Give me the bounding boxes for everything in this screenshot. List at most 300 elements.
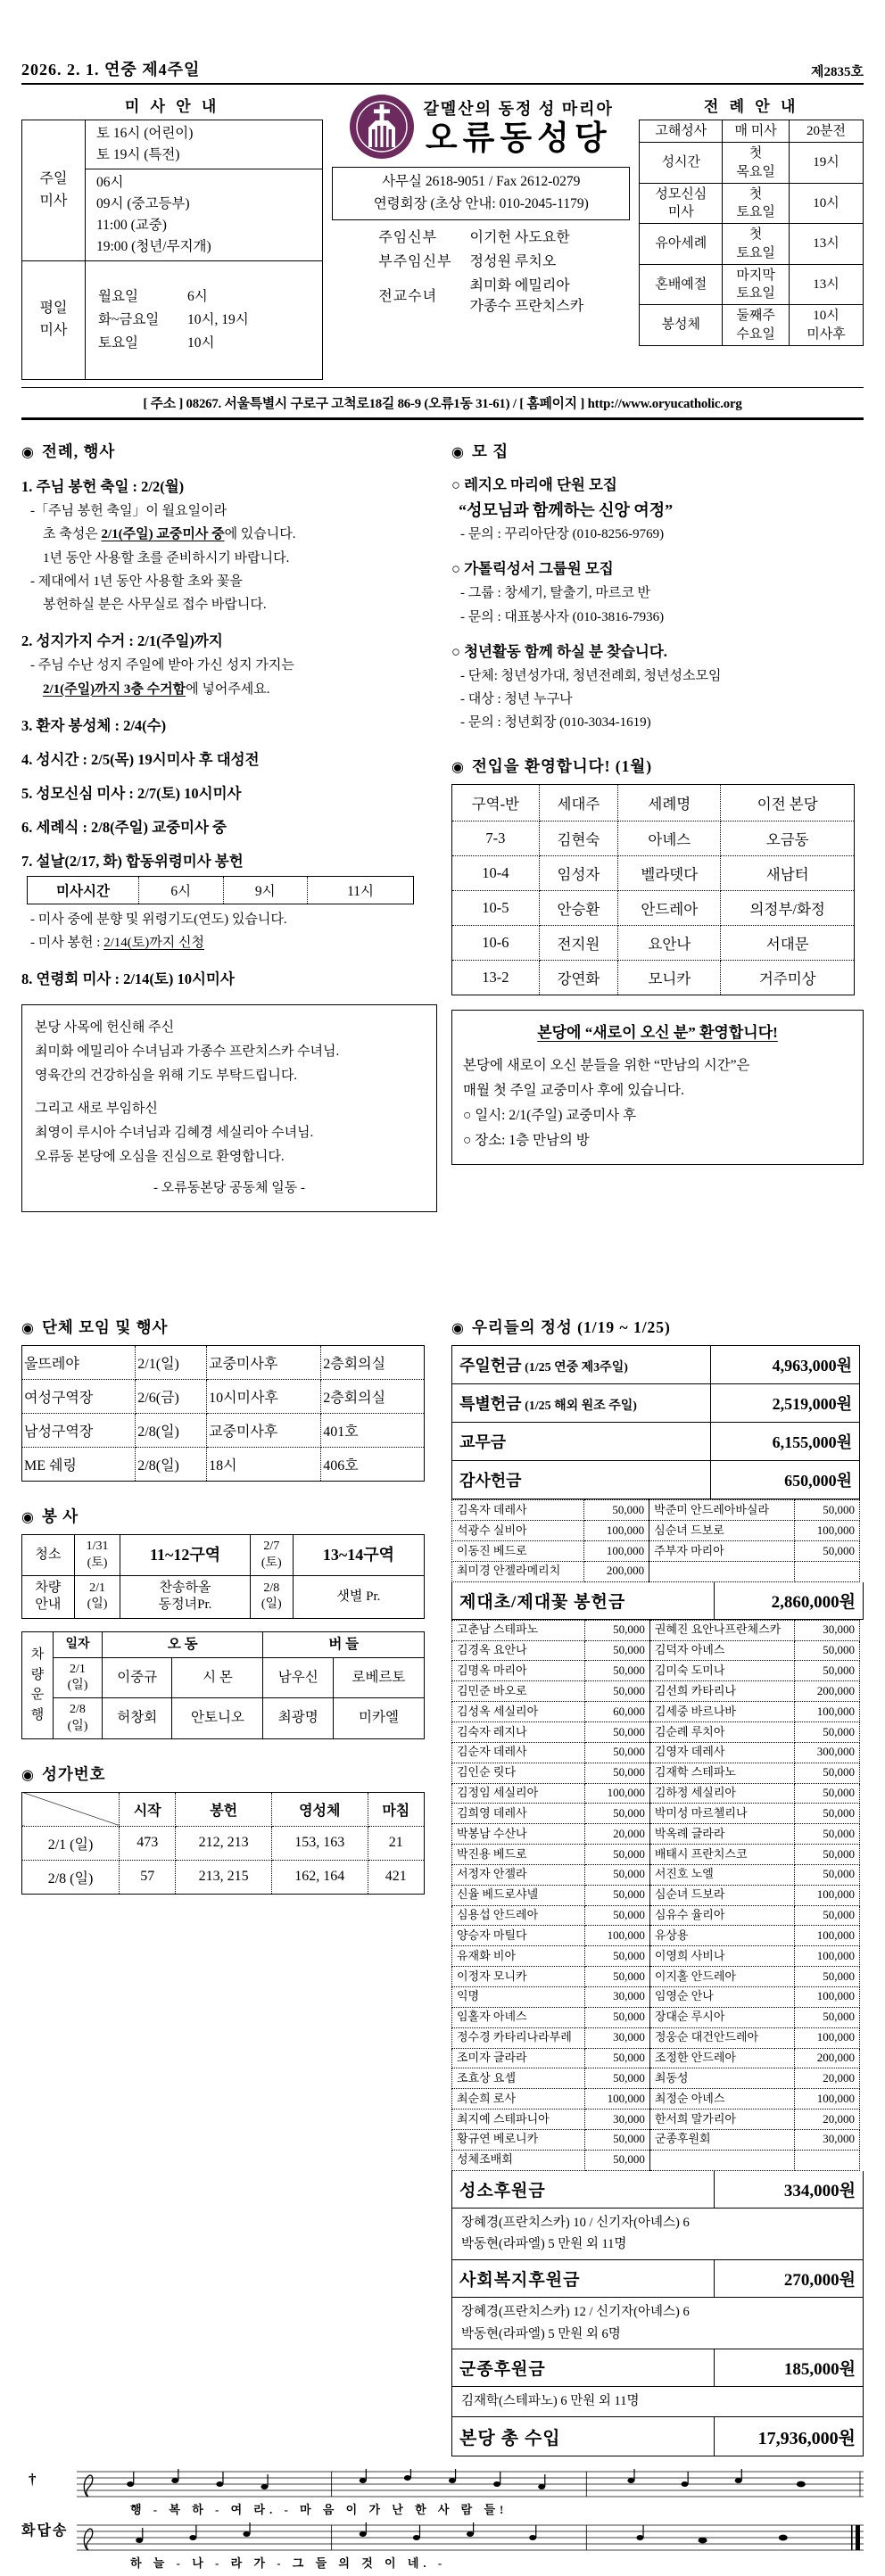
table-cell: 성모신심 미사	[640, 183, 723, 224]
table-cell: 임영순 안나	[649, 1986, 794, 2007]
table-cell: 50,000	[584, 2048, 649, 2068]
table-row	[22, 120, 323, 169]
event-title-2: 2. 성지가지 수거 : 2/1(주일)까지	[21, 632, 223, 650]
cross-icon: †	[29, 2470, 37, 2488]
driver-baptismal: 시 몬	[172, 1657, 263, 1697]
table-cell: 전지원	[539, 925, 618, 960]
table-cell	[795, 2150, 860, 2170]
table-cell: 미사시간	[56, 883, 110, 899]
table-cell: 고춘남 스테파노	[452, 1620, 585, 1640]
table-cell: 김하정 세실리아	[649, 1783, 794, 1804]
table-cell: 50,000	[795, 1500, 860, 1521]
table-row	[369, 226, 592, 250]
recruit-item-legio: ○ 레지오 마리애 단원 모집	[451, 476, 617, 494]
offering-label	[452, 1384, 711, 1423]
recruit-line: - 문의 : 꾸리아단장 (010-8256-9769)	[460, 527, 665, 542]
event-line	[43, 523, 437, 546]
table-cell: 100,000	[584, 1541, 649, 1562]
table-cell: 신율 베드로샤넬	[452, 1885, 585, 1905]
table-row	[452, 1905, 860, 1926]
detail-line: 장혜경(프란치스카) 12 / 신기자(아녜스) 6	[461, 2304, 690, 2319]
table-cell: 임성자	[539, 855, 618, 890]
table-cell: 30,000	[584, 2110, 649, 2130]
table-cell: 남성구역장	[22, 1414, 136, 1448]
service-table	[21, 1534, 425, 1618]
offering-amount: 650,000원	[711, 1461, 860, 1499]
table-row	[96, 309, 251, 332]
table-row	[452, 1864, 860, 1885]
table-cell: 300,000	[795, 1742, 860, 1763]
yeonryeong-phone: 연령회장 (초상 안내: 010-2045-1179)	[373, 195, 589, 211]
table-cell: 100,000	[795, 1986, 860, 2007]
col-header-beodeul: 버 들	[263, 1631, 425, 1657]
table-cell: 10시	[187, 335, 215, 351]
offerings-heading	[451, 1316, 864, 1338]
staff-lines-icon	[77, 2469, 864, 2499]
col-header: 봉헌	[176, 1792, 272, 1826]
driver-baptismal: 미카엘	[333, 1698, 424, 1738]
table-cell: 100,000	[584, 1521, 649, 1541]
line-part: 에 넣어주세요.	[186, 681, 270, 697]
table-cell: 10시미사후	[207, 1380, 321, 1414]
table-cell: 새남터	[721, 855, 855, 890]
table-cell: 정웅순 대건안드레아	[649, 2027, 794, 2048]
lyrics-line: 행 - 복 하 - 여 라. - 마 음 이 가 난 한 사 람 들!	[130, 2502, 509, 2516]
table-row	[452, 855, 855, 890]
event-title-4: 4. 성시간 : 2/5(목) 19시미사 후 대성전	[21, 750, 260, 768]
table-cell: 50,000	[584, 2007, 649, 2027]
service-zone: 11~12구역	[120, 1535, 250, 1575]
table-cell: 첫 목요일	[723, 143, 790, 184]
event-line: 봉헌하실 분은 사무실로 접수 바랍니다.	[43, 598, 267, 613]
table-row	[452, 1763, 860, 1783]
table-row	[22, 1657, 425, 1697]
table-cell: 최미경 안젤라메리치	[452, 1561, 584, 1581]
page-header	[21, 57, 864, 85]
table-cell: 50,000	[795, 1722, 860, 1743]
table-cell: 화~금요일	[98, 312, 160, 328]
table-cell: 이지홀 안드레아	[649, 1967, 794, 1987]
table-cell: 200,000	[795, 1681, 860, 1702]
section-bullet-icon: ◉	[451, 1321, 465, 1337]
table-cell: 50,000	[795, 1864, 860, 1885]
welfare-fund-label: 사회복지후원금	[459, 2270, 581, 2290]
table-cell: 30,000	[584, 1986, 649, 2007]
table-cell: 권혜진 요안나프란체스카	[649, 1620, 794, 1640]
vehicle-date: 2/8 (일)	[54, 1698, 103, 1738]
event-title-6: 6. 세례식 : 2/8(주일) 교중미사 중	[21, 818, 227, 836]
offering-name: 특별헌금	[459, 1395, 522, 1414]
table-cell: 김덕자 아녜스	[649, 1640, 794, 1661]
office-phone: 사무실 2618-9051 / Fax 2612-0279	[382, 174, 581, 189]
vehicle-operation-table	[21, 1631, 425, 1739]
table-cell: 박옥례 글라라	[649, 1824, 794, 1845]
notice-line: 최영이 루시아 수녀님과 김혜경 세실리아 수녀님.	[35, 1126, 314, 1141]
table-cell: 첫 토요일	[723, 183, 790, 224]
table-cell: 마지막 토요일	[723, 264, 790, 305]
table-cell: 고해성사	[640, 120, 723, 143]
table-cell: 조미자 글라라	[452, 2048, 585, 2068]
table-cell: 조정한 안드레아	[649, 2048, 794, 2068]
table-cell: 황규연 베로니카	[452, 2129, 585, 2150]
events-heading	[21, 440, 437, 462]
header-band	[21, 94, 864, 380]
table-cell: 20,000	[795, 2068, 860, 2089]
recruit-line: - 단체: 청년성가대, 청년전례회, 청년성소모임	[460, 668, 722, 683]
table-cell: 50,000	[584, 1864, 649, 1885]
table-cell: 10-6	[452, 925, 540, 960]
line-part: 에 있습니다.	[224, 527, 296, 542]
event-line: - 제대에서 1년 동안 사용할 초와 꽃을	[30, 574, 243, 589]
table-row	[640, 305, 864, 346]
mass-schedule-table	[21, 120, 323, 380]
table-cell: 100,000	[795, 1521, 860, 1541]
line-part-underlined: 2/1(주일)까지 3층 수거함	[43, 681, 186, 697]
service-date: 2/7 (토)	[250, 1535, 293, 1575]
table-cell: 50,000	[584, 1661, 649, 1681]
hymns-heading	[21, 1763, 437, 1785]
table-cell: 60,000	[584, 1702, 649, 1722]
table-row	[452, 1986, 860, 2007]
table-cell: 9시	[223, 876, 308, 904]
notice-signature: - 오류동본당 공동체 일동 -	[153, 1181, 305, 1196]
driver-name: 이중규	[103, 1657, 172, 1697]
driver-name: 최광명	[263, 1698, 333, 1738]
table-cell: 162, 164	[271, 1860, 368, 1894]
table-row	[452, 1521, 860, 1541]
hymn-numbers-table	[21, 1792, 425, 1895]
table-row	[452, 890, 855, 925]
table-row	[452, 1346, 860, 1384]
table-cell: 50,000	[795, 1804, 860, 1824]
table-cell: 성체조배회	[452, 2150, 585, 2170]
table-cell: 100,000	[584, 1926, 649, 1946]
recruit-heading-text: 모 집	[471, 442, 509, 461]
table-cell: 30,000	[795, 2129, 860, 2150]
table-row	[96, 332, 251, 355]
section-bullet-icon: ◉	[21, 1510, 35, 1526]
table-row	[452, 1541, 860, 1562]
weekday-mass-label: 평일 미사	[22, 261, 86, 380]
offering-amount: 2,519,000원	[711, 1384, 860, 1423]
table-cell: 이정자 모니카	[452, 1967, 585, 1987]
mass-schedule-title: 미 사 안 내	[124, 98, 220, 115]
table-cell: 김인순 릿다	[452, 1763, 585, 1783]
welcome-line: 매월 첫 주일 교중미사 후에 있습니다.	[463, 1083, 684, 1099]
table-cell: 봉성체	[640, 305, 723, 346]
service-row-label: 차량 안내	[22, 1575, 75, 1618]
table-cell: 성시간	[640, 143, 723, 184]
vocation-fund-label: 성소후원금	[459, 2181, 546, 2200]
detail-line: 김재학(스테파노) 6 만원 외 11명	[461, 2394, 640, 2409]
welcome-line: ○ 일시: 2/1(주일) 교중미사 후	[463, 1108, 637, 1124]
table-cell: 421	[368, 1860, 424, 1894]
table-cell: 심순녀 드보로	[649, 1521, 795, 1541]
table-cell: 군종후원회	[649, 2129, 794, 2150]
table-cell: 18시	[207, 1448, 321, 1482]
military-fund-amount: 185,000원	[714, 2349, 863, 2386]
table-row	[22, 1535, 425, 1575]
table-cell: 50,000	[584, 1845, 649, 1865]
service-heading	[21, 1505, 437, 1527]
total-income-label: 본당 총 수입	[459, 2428, 561, 2448]
table-cell: 이동진 베드로	[452, 1541, 584, 1562]
col-header: 시작	[120, 1792, 176, 1826]
welfare-fund-detail	[451, 2298, 864, 2349]
table-cell: 100,000	[584, 1783, 649, 1804]
line-part: - 미사 봉헌 :	[30, 936, 104, 951]
event-title-7: 7. 설날(2/17, 화) 합동위령미사 봉헌	[21, 852, 244, 870]
table-cell: 유아세례	[640, 224, 723, 265]
total-income-amount: 17,936,000원	[714, 2417, 863, 2456]
notice-line: 그리고 새로 부임하신	[35, 1102, 158, 1117]
offering-name: 교무금	[459, 1433, 507, 1452]
hymns-heading-text: 성가번호	[41, 1764, 106, 1783]
table-cell: 박미성 마르첼리나	[649, 1804, 794, 1824]
table-cell: 유상용	[649, 1926, 794, 1946]
line-part-underlined: 2/14(토)까지 신청	[103, 936, 204, 951]
weekday-mass-times	[86, 261, 323, 380]
table-cell: 심용섭 안드레아	[452, 1905, 585, 1926]
table-row	[452, 1742, 860, 1763]
table-cell: 오금동	[721, 821, 855, 855]
table-cell: 서진호 노엘	[649, 1864, 794, 1885]
table-cell: 김명옥 마리아	[452, 1661, 585, 1681]
table-cell: 11시	[308, 876, 414, 904]
thanks-donors-table	[451, 1499, 860, 1581]
recruit-item-bible: ○ 가톨릭성서 그룹원 모집	[451, 560, 614, 578]
recruit-heading	[451, 440, 864, 462]
table-cell: 10시	[790, 183, 864, 224]
table-cell: 50,000	[584, 1681, 649, 1702]
table-cell: 2/8(일)	[136, 1414, 207, 1448]
service-zone: 13~14구역	[293, 1535, 424, 1575]
recruit-line: - 대상 : 청년 누구나	[460, 692, 573, 707]
clergy-table	[369, 226, 592, 319]
table-cell: 김경옥 요안나	[452, 1640, 585, 1661]
table-cell: 김성옥 세실리아	[452, 1702, 585, 1722]
table-cell: 김재학 스테파노	[649, 1763, 794, 1783]
section-bullet-icon: ◉	[21, 445, 35, 461]
table-cell: 거주미상	[721, 960, 855, 995]
table-cell: 20,000	[795, 2110, 860, 2130]
section-bullet-icon: ◉	[21, 1767, 35, 1783]
table-header-row	[452, 784, 855, 821]
table-cell: 주임신부	[378, 229, 438, 245]
table-row	[28, 876, 414, 904]
table-row	[452, 925, 855, 960]
table-cell: 50,000	[795, 1640, 860, 1661]
table-cell: 2/8(일)	[136, 1448, 207, 1482]
table-cell: 울뜨레야	[22, 1346, 136, 1380]
diagonal-cell	[22, 1792, 120, 1826]
table-cell: 100,000	[795, 2027, 860, 2048]
table-cell: 473	[120, 1826, 176, 1860]
event-title-3: 3. 환자 봉성체 : 2/4(수)	[21, 716, 167, 734]
transfer-table	[451, 784, 855, 995]
driver-name: 남우신	[263, 1657, 333, 1697]
table-cell: 벨라뎃다	[618, 855, 721, 890]
recruit-line: - 문의 : 대표봉사자 (010-3816-7936)	[460, 609, 665, 624]
table-cell: 박진용 베드로	[452, 1845, 585, 1865]
table-cell: 2/6(금)	[136, 1380, 207, 1414]
driver-baptismal: 로베르토	[333, 1657, 424, 1697]
detail-line: 장혜경(프란치스카) 10 / 신기자(아녜스) 6	[461, 2215, 690, 2230]
event-title-1: 1. 주님 봉헌 축일 : 2/2(월)	[21, 478, 185, 496]
table-cell: 의정부/화정	[721, 890, 855, 925]
table-cell: 50,000	[584, 2150, 649, 2170]
table-cell: 첫 토요일	[723, 224, 790, 265]
sunday-mass-times: 06시 09시 (중고등부) 11:00 (교중) 19:00 (청년/무지개)	[86, 169, 323, 261]
table-cell: 2층회의실	[321, 1380, 425, 1414]
offerings-main-table	[451, 1345, 860, 1499]
memorial-mass-times-table	[27, 876, 414, 904]
table-cell: 50,000	[584, 1905, 649, 1926]
liturgy-guide-table	[639, 120, 864, 346]
table-row	[452, 960, 855, 995]
vocation-fund-amount: 334,000원	[714, 2171, 863, 2208]
table-cell: 서대문	[721, 925, 855, 960]
sunday-mass-label: 주일 미사	[22, 120, 86, 261]
table-cell: 50,000	[795, 1783, 860, 1804]
weekday-times-table	[96, 285, 251, 355]
table-cell: 212, 213	[176, 1826, 272, 1860]
music-labels	[21, 2469, 77, 2576]
events-column	[21, 433, 437, 1212]
table-row	[452, 2027, 860, 2048]
offering-amount: 6,155,000원	[711, 1423, 860, 1461]
table-row	[452, 821, 855, 855]
table-cell: 익명	[452, 1986, 585, 2007]
table-row	[452, 1461, 860, 1499]
table-cell: 401호	[321, 1414, 425, 1448]
event-line	[43, 678, 437, 701]
table-cell: 김숙자 레지나	[452, 1722, 585, 1743]
table-row	[22, 1414, 425, 1448]
table-cell: 김희영 데레사	[452, 1804, 585, 1824]
lower-columns	[21, 1309, 864, 2456]
event-title-5: 5. 성모신심 미사 : 2/7(토) 10시미사	[21, 784, 242, 802]
table-cell: 20분전	[790, 120, 864, 143]
table-cell: 10시 미사후	[790, 305, 864, 346]
table-row	[640, 264, 864, 305]
section-bullet-icon: ◉	[21, 1321, 35, 1337]
music-staves	[77, 2469, 864, 2576]
detail-line: 박동현(라파엘) 5 만원 외 6명	[461, 2326, 621, 2341]
table-cell: 김옥자 데레사	[452, 1500, 584, 1521]
table-cell: 2/8 (일)	[22, 1860, 120, 1894]
transfer-heading-text: 전입을 환영합니다! (1월)	[471, 756, 653, 775]
liturgy-guide-title: 전 례 안 내	[703, 98, 799, 115]
table-cell: 100,000	[795, 1926, 860, 1946]
table-cell: 최지예 스테파니아	[452, 2110, 585, 2130]
notice-line: 본당 사목에 헌신해 주신	[35, 1020, 175, 1036]
table-cell: 30,000	[584, 2027, 649, 2048]
service-date: 2/8 (일)	[250, 1575, 293, 1618]
table-cell: 김선희 카타리나	[649, 1681, 794, 1702]
table-cell: ME 쉐링	[22, 1448, 136, 1482]
table-cell: 최정순 아녜스	[649, 2089, 794, 2110]
table-cell: 임홀자 아녜스	[452, 2007, 585, 2027]
table-cell: 21	[368, 1826, 424, 1860]
table-row	[452, 1640, 860, 1661]
church-emblem-logo	[349, 94, 415, 160]
service-date: 1/31 (토)	[74, 1535, 120, 1575]
table-cell: 석광수 실비아	[452, 1521, 584, 1541]
notice-line: 영육간의 건강하심을 위해 기도 부탁드립니다.	[35, 1069, 298, 1084]
table-cell: 아녜스	[618, 821, 721, 855]
contact-box	[332, 167, 630, 220]
table-cell: 안승환	[539, 890, 618, 925]
table-cell: 혼배예절	[640, 264, 723, 305]
groups-table	[21, 1345, 425, 1482]
table-row	[22, 1698, 425, 1738]
vocation-fund-row	[451, 2171, 864, 2209]
recruit-item-youth: ○ 청년활동 함께 하실 분 찾습니다.	[451, 642, 667, 660]
line-part-underlined: 2/1(주일) 교중미사 중	[101, 527, 225, 542]
table-cell: 양승자 마틸다	[452, 1926, 585, 1946]
vehicle-date: 2/1 (일)	[54, 1657, 103, 1697]
table-cell: 100,000	[795, 2089, 860, 2110]
groups-heading-text: 단체 모임 및 행사	[41, 1318, 169, 1337]
altar-donors-table	[451, 1620, 860, 2171]
table-cell: 모니카	[618, 960, 721, 995]
table-row	[22, 1826, 425, 1860]
table-cell: 최동성	[649, 2068, 794, 2089]
table-cell: 김세중 바르나바	[649, 1702, 794, 1722]
table-row	[452, 1561, 860, 1581]
church-titles	[424, 96, 614, 158]
table-row	[22, 261, 323, 380]
table-row	[452, 1423, 860, 1461]
welcome-line: ○ 장소: 1층 만남의 방	[463, 1132, 590, 1148]
vocation-fund-detail	[451, 2209, 864, 2260]
table-cell: 매 미사	[723, 120, 790, 143]
table-cell: 50,000	[795, 1661, 860, 1681]
table-cell: 50,000	[584, 1742, 649, 1763]
table-row	[452, 2048, 860, 2068]
legio-slogan: “성모님과 함께하는 신앙 여정”	[459, 501, 674, 520]
table-cell: 50,000	[584, 1804, 649, 1824]
table-cell: 50,000	[795, 1967, 860, 1987]
table-row	[452, 1661, 860, 1681]
offering-note: (1/25 해외 원조 주일)	[521, 1399, 637, 1414]
table-row	[452, 2089, 860, 2110]
table-cell: 요안나	[618, 925, 721, 960]
table-cell: 30,000	[795, 1620, 860, 1640]
table-cell: 김민준 바오로	[452, 1681, 585, 1702]
driver-baptismal: 안토니오	[172, 1698, 263, 1738]
spacer	[35, 1088, 424, 1097]
table-row	[22, 1860, 425, 1894]
table-cell: 정성원 루치오	[469, 253, 557, 269]
service-group: 찬송하올 동정녀Pr.	[120, 1575, 250, 1618]
date-line: 2026. 2. 1. 연중 제4주일	[21, 61, 201, 78]
table-cell: 100,000	[584, 2089, 649, 2110]
table-cell: 서정자 안젤라	[452, 1864, 585, 1885]
table-cell: 50,000	[795, 1824, 860, 1845]
table-cell: 50,000	[584, 1640, 649, 1661]
detail-line: 박동현(라파엘) 5 만원 외 11명	[461, 2237, 627, 2252]
table-cell: 2/1 (일)	[22, 1826, 120, 1860]
table-cell: 김미숙 도미나	[649, 1661, 794, 1681]
table-row	[452, 1722, 860, 1743]
table-cell: 박준미 안드레아바실라	[649, 1500, 795, 1521]
table-cell: 50,000	[584, 1763, 649, 1783]
table-cell: 김영자 데레사	[649, 1742, 794, 1763]
col-header: 마침	[368, 1792, 424, 1826]
table-row	[452, 1804, 860, 1824]
